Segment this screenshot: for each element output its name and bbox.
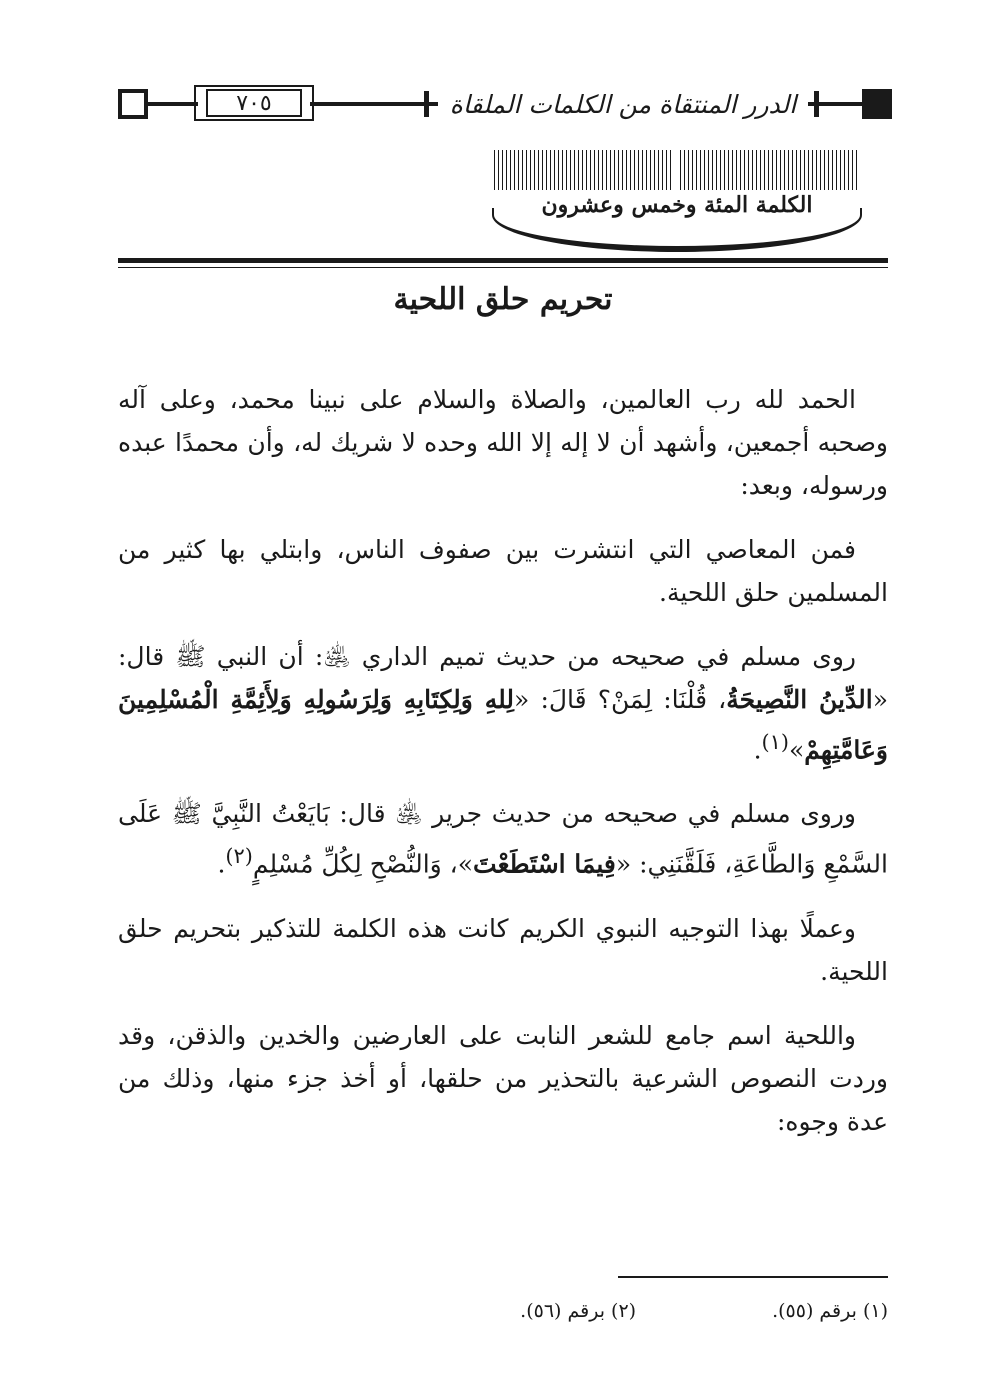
running-header (118, 83, 888, 125)
paragraph-hadith-tamim: روى مسلم في صحيحه من حديث تميم الداري ﵁: أن النبي ﷺ قال: «الدِّينُ النَّصِيحَةُ، قُلْنَا: لِمَنْ؟ قَالَ: «لِلهِ وَلِكِتَابِهِ وَلِرَسُولِهِ وَلِأَئِمَّةِ الْمُسْلِمِينَ وَعَامَّتِهِمْ»$^{(١)}$. (118, 642, 888, 765)
header-divider-thick (118, 258, 888, 263)
ornament-ticks-right (680, 150, 860, 190)
footnote-divider (618, 1276, 888, 1278)
ornament-ticks-left (494, 150, 674, 190)
header-square-left (118, 89, 148, 119)
header-divider-thin (118, 267, 888, 268)
hadith-end: »، وَالنُّصْحِ لِكُلِّ مُسْلِمٍ (252, 849, 474, 879)
footnote-1: (١) برقم (٥٥). (772, 1300, 888, 1322)
header-square-right (862, 89, 892, 119)
paragraph-sins: فمن المعاصي التي انتشرت بين صفوف الناس، وابتلي بها كثير من المسلمين حلق اللحية. (118, 535, 888, 607)
hadith-quote: فِيمَا اسْتَطَعْتَ (473, 849, 616, 879)
chapter-label (488, 150, 866, 262)
paragraph-definition: واللحية اسم جامع للشعر النابت على العارضين والخدين والذقن، وقد وردت النصوص الشرعية بالتحذير من حلقها، أو أخذ جزء منها، وذلك من عدة وجوه: (118, 1020, 888, 1136)
hadith-mid: ، قُلْنَا: لِمَنْ؟ قَالَ: « (514, 685, 727, 714)
page-number-frame (194, 85, 314, 121)
footnote-2: (٢) برقم (٥٦). (520, 1300, 637, 1322)
hadith-end: » (788, 735, 805, 765)
hadith-intro: روى مسلم في صحيحه من حديث تميم الداري ﵁: أن النبي ﷺ قال: « (118, 642, 888, 714)
header-rule-middle (310, 102, 438, 106)
footnote-ref: (٢) (225, 844, 253, 869)
hadith-intro: وروى مسلم في صحيحه من حديث جرير ﵁ قال: بَايَعْتُ النَّبِيَّ ﷺ عَلَى السَّمْعِ وَالطَّاعَةِ، فَلَقَّنَنِي: « (118, 799, 888, 879)
header-rule-left (140, 102, 198, 106)
header-bar-right (814, 91, 819, 117)
page-number: ٧٠٥ (206, 89, 302, 117)
page-title: تحريم حلق اللحية (393, 282, 613, 317)
footnote-ref: (١) (761, 730, 789, 754)
book-title: الدرر المنتقاة من الكلمات الملقاة (438, 83, 808, 125)
header-bar-left (424, 91, 429, 117)
paragraph-hadith-jarir: وروى مسلم في صحيحه من حديث جرير ﵁ قال: بَايَعْتُ النَّبِيَّ ﷺ عَلَى السَّمْعِ وَالطَّاعَةِ، فَلَقَّنَنِي: «فِيمَا اسْتَطَعْتَ»، وَالنُّصْحِ لِكُلِّ مُسْلِمٍ$^{(٢)}$. (118, 799, 888, 879)
chapter-label-text: الكلمة المئة وخمس وعشرون (541, 192, 813, 218)
paragraph-purpose: وعملًا بهذا التوجيه النبوي الكريم كانت هذه الكلمة للتذكير بتحريم حلق اللحية. (118, 913, 888, 986)
hadith-quote: لِلهِ وَلِكِتَابِهِ وَلِرَسُولِهِ وَلِأَئِمَّةِ الْمُسْلِمِينَ وَعَامَّتِهِمْ (118, 685, 888, 765)
hadith-quote: الدِّينُ النَّصِيحَةُ (726, 685, 873, 714)
footnotes (118, 1300, 888, 1322)
article-body (118, 378, 888, 1164)
paragraph-opening: الحمد لله رب العالمين، والصلاة والسلام على نبينا محمد، وعلى آله وصحبه أجمعين، وأشهد أن لا إله إلا الله وحده لا شريك له، وأن محمدًا عبده ورسوله، وبعد: (118, 385, 888, 500)
